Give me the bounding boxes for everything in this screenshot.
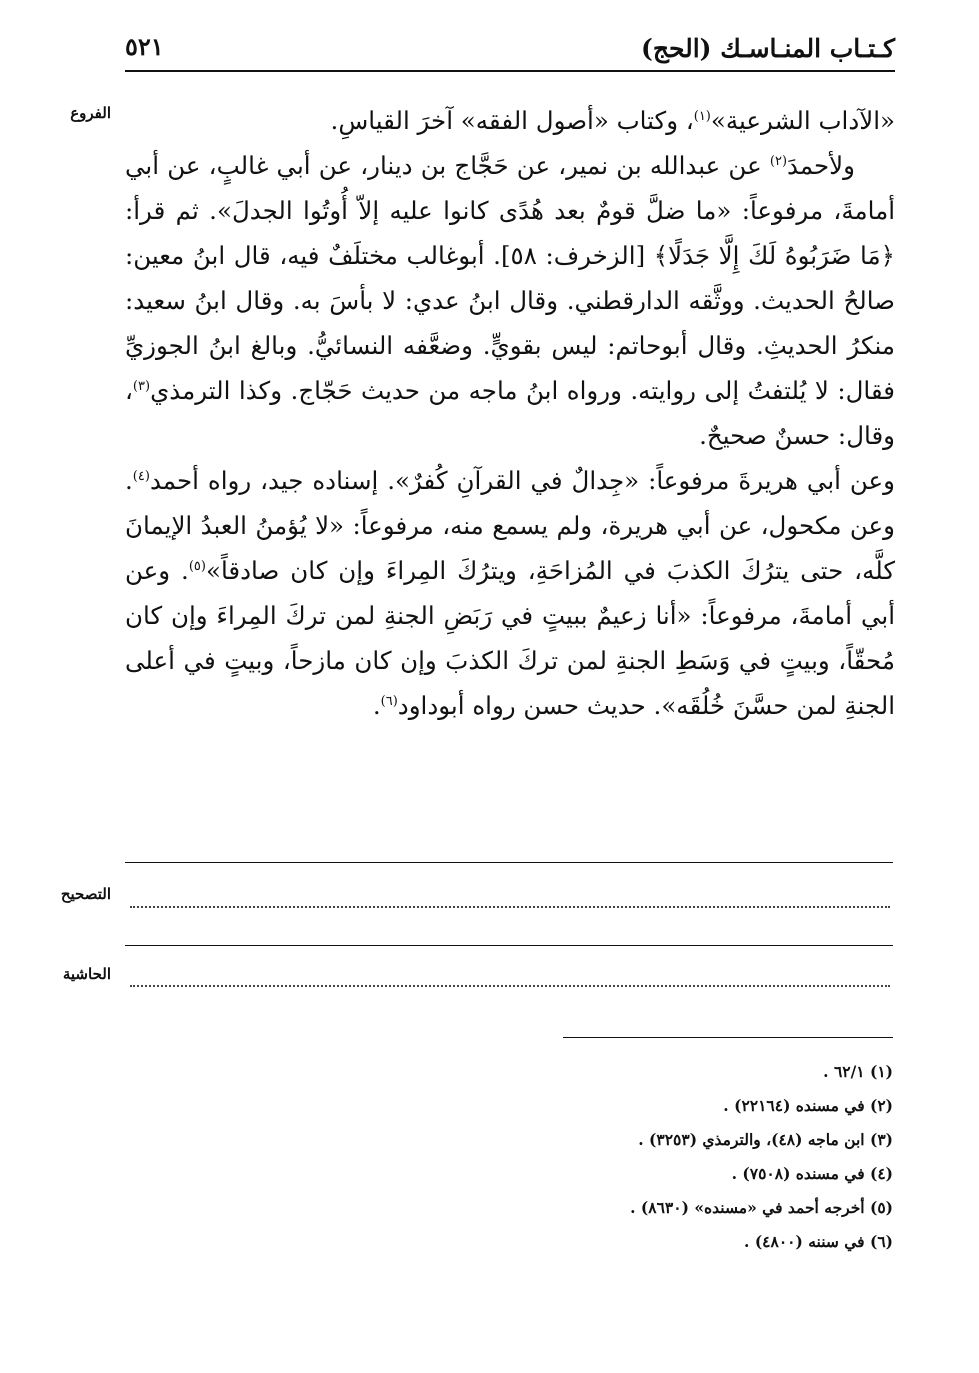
page-number: ٥٢١ xyxy=(125,32,164,61)
footnote-marker: (٣) xyxy=(132,378,151,394)
text-segment: . وعن أبي أمامةَ، مرفوعاً: «أنا زعيمٌ ببيتٍ في رَبَضِ الجنةِ لمن تركَ المِراءَ وإن كان مُحقّاً، وبيتٍ في وَسَطِ الجنةِ لمن تركَ الكذبَ وإن كان مازحاً، وبيتٍ في أعلى الجنةِ لمن حسَّنَ خُلُقَه». حديث حسن رواه أبوداود xyxy=(125,556,895,720)
running-title: كـتـاب المنـاسـك (الحج) xyxy=(641,34,895,63)
text-segment: . وعن مكحول، عن أبي هريرة، ولم يسمع منه، مرفوعاً: «لا يُؤمنُ العبدُ الإيمانَ كلَّه، حتى يترُكَ الكذبَ في المُزاحَةِ، ويترُكَ المِراءَ وإن كان صادقاً» xyxy=(125,466,895,585)
text-segment: ، وقال: حسنٌ صحيحٌ. xyxy=(125,376,895,450)
section-divider xyxy=(125,945,893,946)
footnote-item: (٢) في مسنده (٢٢١٦٤) . xyxy=(723,1096,893,1115)
text-segment: ولأحمدَ xyxy=(787,151,855,180)
paragraph xyxy=(125,98,895,143)
footnote-item: (٥) أخرجه أحمد في «مسنده» (٨٦٣٠) . xyxy=(630,1198,893,1217)
tashih-blank-line xyxy=(130,906,890,908)
footnote-marker: (٥) xyxy=(188,558,206,574)
section-divider xyxy=(125,862,893,863)
text-segment: . xyxy=(372,691,381,720)
margin-label-tashih: التصحيح xyxy=(60,885,111,903)
footnote-separator xyxy=(563,1037,893,1038)
text-segment: «الآداب الشرعية» xyxy=(710,106,895,135)
footnote-marker: (١) xyxy=(693,108,711,124)
text-segment: وعن أبي هريرةَ مرفوعاً: «جِدالٌ في القرآنِ كُفرٌ». إسناده جيد، رواه أحمد xyxy=(149,466,895,495)
hashiya-blank-line xyxy=(130,985,890,987)
footnote-item: (٤) في مسنده (٧٥٠٨) . xyxy=(731,1164,893,1183)
margin-label-furu: الفروع xyxy=(70,104,111,122)
footnote-item: (٦) في سننه (٤٨٠٠) . xyxy=(744,1232,893,1251)
footnote-item: (١) ٦٢/١ . xyxy=(823,1062,893,1081)
paragraph xyxy=(125,458,895,728)
paragraph xyxy=(125,143,895,458)
footnote-marker: (٢) xyxy=(769,153,788,169)
footnote-item: (٣) ابن ماجه (٤٨)، والترمذي (٣٢٥٣) . xyxy=(638,1130,893,1149)
footnotes xyxy=(123,1055,893,1259)
margin-label-hashiya: الحاشية xyxy=(62,965,111,983)
text-segment: عن عبدالله بن نمير، عن حَجَّاج بن دينار، عن أبي غالبٍ، عن أبي أمامةَ، مرفوعاً: «ما ضلَّ قومٌ بعد هُدًى كانوا عليه إلاّ أُوتُوا الجدلَ». ثم قرأ: ﴿مَا ضَرَبُوهُ لَكَ إِلَّا جَدَلًا﴾ [الزخرف: ٥٨]. أبوغالب مختلَفٌ فيه، قال ابنُ معين: صالحُ الحديث. ووثَّقه الدارقطني. وقال ابنُ عدي: لا بأسَ به. وقال ابنُ سعيد: منكرُ الحديثِ. وقال أبوحاتم: ليس بقويٍّ. وضعَّفه النسائيُّ. وبالغ ابنُ الجوزيِّ فقال: لا يُلتفتُ إلى روايته. ورواه ابنُ ماجه من حديث حَجّاج. وكذا الترمذي xyxy=(125,151,895,405)
footnote-marker: (٦) xyxy=(380,693,398,709)
text-segment: ، وكتاب «أصول الفقه» آخرَ القياسِ. xyxy=(330,106,694,135)
page-header xyxy=(125,30,895,72)
footnote-marker: (٤) xyxy=(132,468,150,484)
main-text xyxy=(125,98,895,728)
